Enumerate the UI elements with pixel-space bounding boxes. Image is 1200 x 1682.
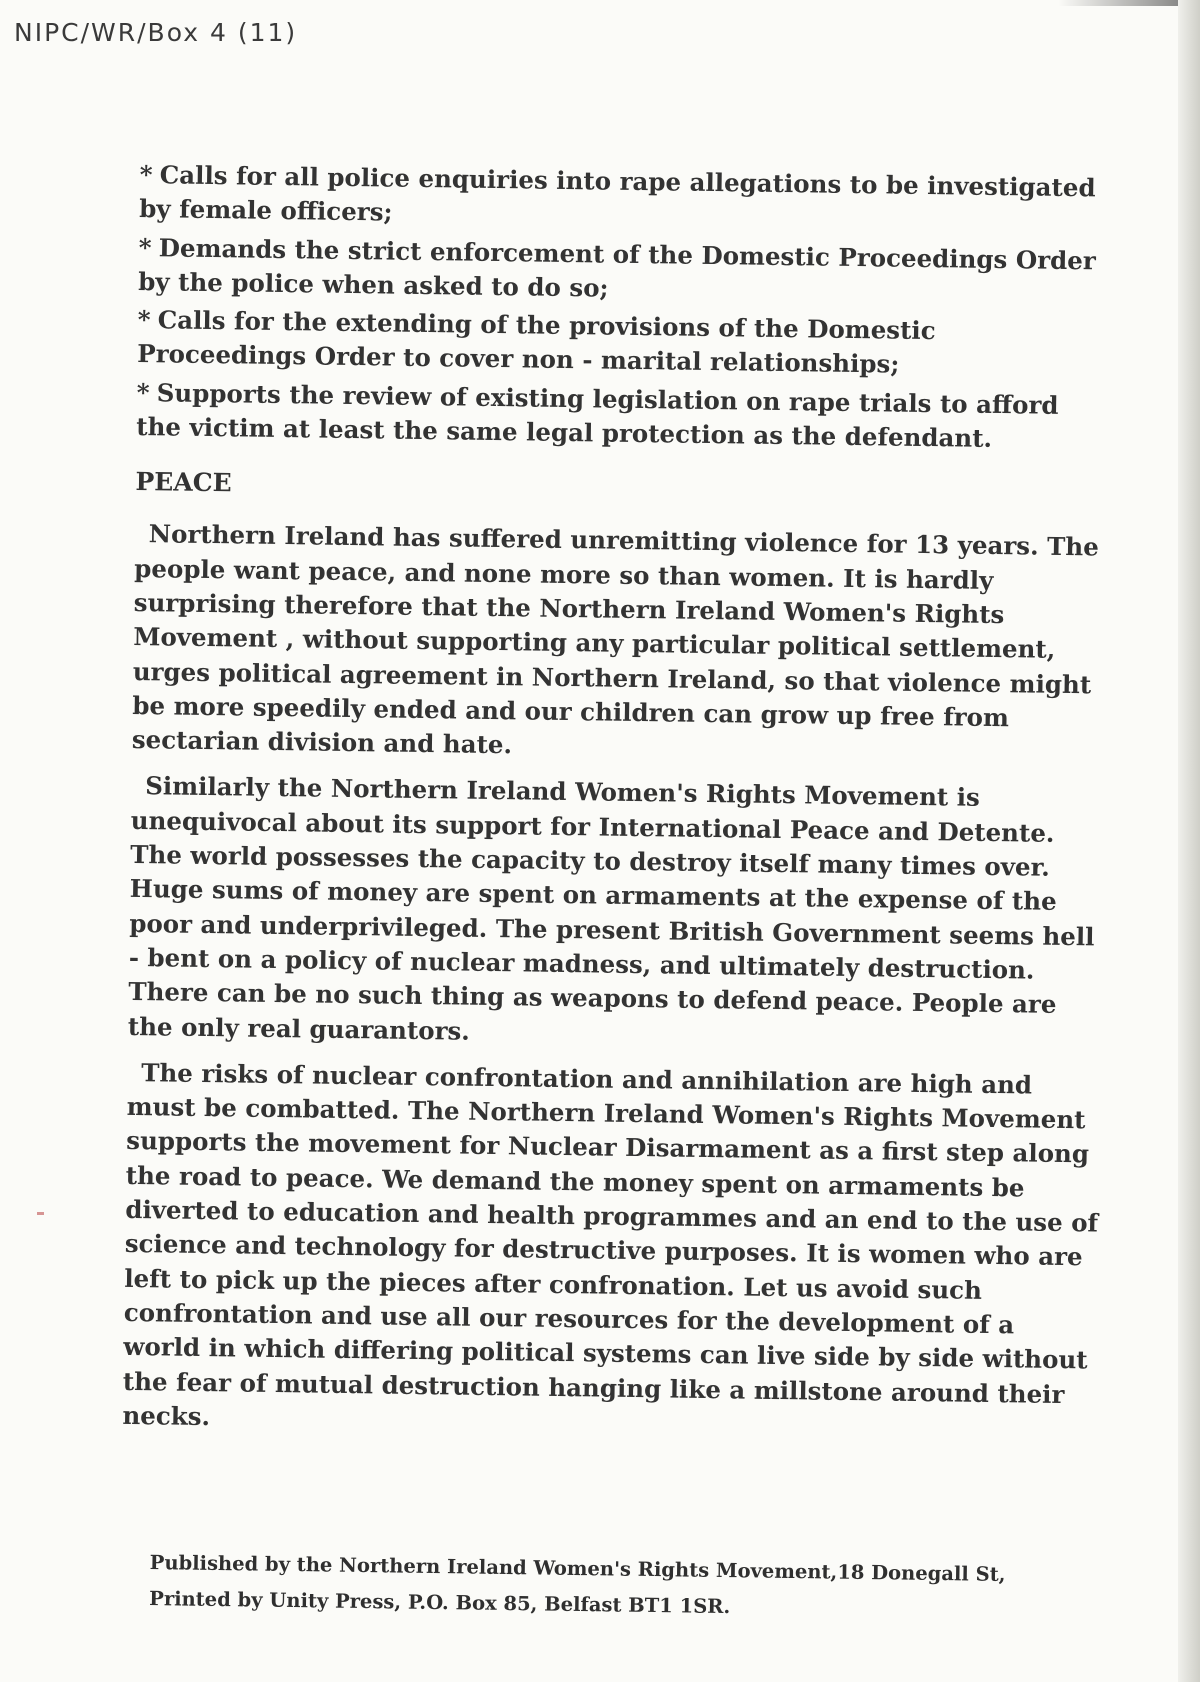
bullet-marker: * xyxy=(139,159,153,190)
bullet-text: Calls for all police enquiries into rape allegations to be investigated by female officers; xyxy=(139,160,1096,227)
paragraph: The risks of nuclear confrontation and annihilation are high and must be combatted. The Northern Ireland Women's Rights Movement supports the movement for Nuclear Disarmament as a first step along the road to peace. We demand the money spent on armaments be diverted to education and health programmes and an end to the use of science and technology for destructive purposes. It is women who are left to pick up the pieces after confronation. Let us avoid such confrontation and use all our resources for the development of a world in which differing political systems can live side by side without the fear of mutual destruction hanging like a millstone around their necks. xyxy=(122,1057,1099,1431)
paragraph: Northern Ireland has suffered unremitting violence for 13 years. The people want peace, and none more so than women. It is hardly surprising therefore that the Northern Ireland Women's Rights Movement , without supporting any particular political settlement, urges political agreement in Northern Ireland, so that violence might be more speedily ended and our children can grow up free from sectarian division and hate. xyxy=(131,519,1099,760)
bullet-marker: * xyxy=(136,377,150,407)
bullet-marker: * xyxy=(137,305,151,335)
corner-shadow xyxy=(1058,0,1178,6)
page-edge xyxy=(1178,0,1200,1682)
bullet-item xyxy=(137,303,1113,385)
bullet-item xyxy=(136,376,1112,458)
paragraph: Similarly the Northern Ireland Women's Rights Movement is unequivocal about its support for International Peace and Detente. The world possesses the capacity to destroy itself many times over. Huge sums of money are spent on armaments at the expense of the poor and underprivileged. The present British Government seems hell - bent on a policy of nuclear madness, and ultimately destruction. There can be no such thing as weapons to defend peace. People are the only real guarantors. xyxy=(127,771,1095,1046)
section-heading: PEACE xyxy=(135,467,232,498)
bullet-text: Calls for the extending of the provisions of the Domestic Proceedings Order to cover non - marital relationships; xyxy=(137,305,936,380)
bullet-text: Demands the strict enforcement of the Domestic Proceedings Order by the police when asked to do so; xyxy=(138,232,1096,303)
stray-mark xyxy=(37,1212,44,1215)
published-by-line: Published by the Northern Ireland Women's Rights Movement,18 Donegall St, xyxy=(149,1550,1006,1586)
bullet-item xyxy=(139,158,1115,240)
bullet-marker: * xyxy=(138,232,152,262)
archive-reference: NIPC/WR/Box 4 (11) xyxy=(14,18,298,47)
publication-footer xyxy=(149,1545,1050,1630)
document-body xyxy=(122,158,1115,1459)
bullet-item xyxy=(138,231,1114,313)
bullet-text: Supports the review of existing legislation on rape trials to afford the victim at least the same legal protection as the defendant. xyxy=(136,378,1059,454)
printed-by-line: Printed by Unity Press, P.O. Box 85, Belfast BT1 1SR. xyxy=(149,1587,731,1619)
